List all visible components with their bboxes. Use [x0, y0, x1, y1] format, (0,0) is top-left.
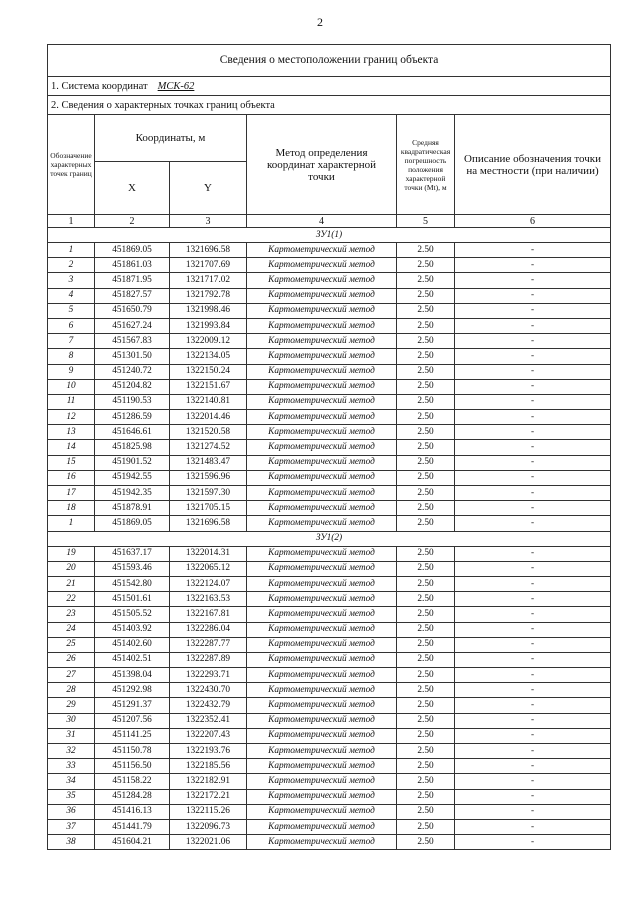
table-row [48, 819, 611, 834]
description: - [455, 713, 611, 728]
accuracy: 2.50 [397, 774, 455, 789]
header-method: Метод определения координат характерной точки [247, 115, 397, 215]
col-number: 1 [48, 215, 95, 228]
accuracy: 2.50 [397, 819, 455, 834]
method: Картометрический метод [247, 364, 397, 379]
table-row [48, 243, 611, 258]
point-number: 12 [48, 410, 95, 425]
accuracy: 2.50 [397, 303, 455, 318]
table-row [48, 759, 611, 774]
coord-y: 1322115.26 [170, 804, 247, 819]
point-number: 15 [48, 455, 95, 470]
description: - [455, 744, 611, 759]
point-number: 1 [48, 243, 95, 258]
description: - [455, 334, 611, 349]
method: Картометрический метод [247, 470, 397, 485]
method: Картометрический метод [247, 243, 397, 258]
point-number: 27 [48, 668, 95, 683]
point-number: 38 [48, 835, 95, 850]
table-row [48, 440, 611, 455]
coord-x: 451402.60 [95, 637, 170, 652]
table-row [48, 410, 611, 425]
coord-x: 451501.61 [95, 592, 170, 607]
coord-y: 1322014.46 [170, 410, 247, 425]
accuracy: 2.50 [397, 576, 455, 591]
coord-y: 1321707.69 [170, 258, 247, 273]
method: Картометрический метод [247, 835, 397, 850]
table-row [48, 334, 611, 349]
coord-y: 1321717.02 [170, 273, 247, 288]
col-number: 6 [455, 215, 611, 228]
description: - [455, 258, 611, 273]
coord-x: 451637.17 [95, 546, 170, 561]
coord-system-label: 1. Система координат [51, 80, 148, 92]
section-name: ЗУ1(2) [48, 531, 611, 546]
accuracy: 2.50 [397, 243, 455, 258]
accuracy: 2.50 [397, 546, 455, 561]
method: Картометрический метод [247, 607, 397, 622]
description: - [455, 318, 611, 333]
coord-y: 1322150.24 [170, 364, 247, 379]
page-number: 2 [317, 15, 323, 29]
point-number: 7 [48, 334, 95, 349]
accuracy: 2.50 [397, 652, 455, 667]
accuracy: 2.50 [397, 318, 455, 333]
coord-x: 451190.53 [95, 394, 170, 409]
accuracy: 2.50 [397, 561, 455, 576]
description: - [455, 652, 611, 667]
table-row [48, 546, 611, 561]
coord-x: 451878.91 [95, 501, 170, 516]
accuracy: 2.50 [397, 440, 455, 455]
point-number: 16 [48, 470, 95, 485]
method: Картометрический метод [247, 789, 397, 804]
table-row [48, 668, 611, 683]
coord-y: 1322167.81 [170, 607, 247, 622]
point-number: 6 [48, 318, 95, 333]
point-number: 29 [48, 698, 95, 713]
accuracy: 2.50 [397, 713, 455, 728]
table-row [48, 303, 611, 318]
accuracy: 2.50 [397, 334, 455, 349]
method: Картометрический метод [247, 546, 397, 561]
coord-x: 451901.52 [95, 455, 170, 470]
point-number: 21 [48, 576, 95, 591]
coord-x: 451942.35 [95, 486, 170, 501]
accuracy: 2.50 [397, 258, 455, 273]
header-y: Y [170, 162, 247, 215]
description: - [455, 592, 611, 607]
coord-x: 451158.22 [95, 774, 170, 789]
coord-x: 451240.72 [95, 364, 170, 379]
method: Картометрический метод [247, 334, 397, 349]
coord-y: 1322065.12 [170, 561, 247, 576]
method: Картометрический метод [247, 273, 397, 288]
accuracy: 2.50 [397, 455, 455, 470]
accuracy: 2.50 [397, 394, 455, 409]
coord-system-value: МСК-62 [157, 80, 195, 92]
table-row [48, 683, 611, 698]
section-name: ЗУ1(1) [48, 228, 611, 243]
description: - [455, 470, 611, 485]
coord-y: 1321792.78 [170, 288, 247, 303]
table-row [48, 486, 611, 501]
description: - [455, 759, 611, 774]
table-row [48, 516, 611, 531]
table-row [48, 394, 611, 409]
method: Картометрический метод [247, 425, 397, 440]
point-number: 9 [48, 364, 95, 379]
point-number: 36 [48, 804, 95, 819]
coord-x: 451403.92 [95, 622, 170, 637]
coord-x: 451286.59 [95, 410, 170, 425]
point-number: 30 [48, 713, 95, 728]
method: Картометрический метод [247, 759, 397, 774]
coord-x: 451505.52 [95, 607, 170, 622]
section-header-row [48, 531, 611, 546]
accuracy: 2.50 [397, 637, 455, 652]
method: Картометрический метод [247, 698, 397, 713]
coord-x: 451650.79 [95, 303, 170, 318]
coord-y: 1322140.81 [170, 394, 247, 409]
description: - [455, 576, 611, 591]
table-row [48, 288, 611, 303]
coord-x: 451942.55 [95, 470, 170, 485]
coord-y: 1321705.15 [170, 501, 247, 516]
coord-y: 1322352.41 [170, 713, 247, 728]
coord-y: 1322009.12 [170, 334, 247, 349]
table-row [48, 698, 611, 713]
coord-x: 451416.13 [95, 804, 170, 819]
accuracy: 2.50 [397, 273, 455, 288]
table-title: Сведения о местоположении границ объекта [48, 45, 611, 77]
point-number: 19 [48, 546, 95, 561]
col-number: 2 [95, 215, 170, 228]
point-number: 22 [48, 592, 95, 607]
point-number: 3 [48, 273, 95, 288]
coord-x: 451593.46 [95, 561, 170, 576]
description: - [455, 243, 611, 258]
point-number: 4 [48, 288, 95, 303]
table-row [48, 607, 611, 622]
description: - [455, 288, 611, 303]
coord-x: 451567.83 [95, 334, 170, 349]
point-number: 25 [48, 637, 95, 652]
coord-x: 451156.50 [95, 759, 170, 774]
coord-y: 1322021.06 [170, 835, 247, 850]
col-number: 3 [170, 215, 247, 228]
point-number: 10 [48, 379, 95, 394]
table-row [48, 622, 611, 637]
description: - [455, 637, 611, 652]
description: - [455, 668, 611, 683]
coord-x: 451284.28 [95, 789, 170, 804]
accuracy: 2.50 [397, 501, 455, 516]
table-row [48, 501, 611, 516]
coord-x: 451204.82 [95, 379, 170, 394]
method: Картометрический метод [247, 379, 397, 394]
point-number: 32 [48, 744, 95, 759]
header-x: X [95, 162, 170, 215]
coord-x: 451141.25 [95, 728, 170, 743]
coord-y: 1322096.73 [170, 819, 247, 834]
coord-y: 1322182.91 [170, 774, 247, 789]
accuracy: 2.50 [397, 607, 455, 622]
description: - [455, 698, 611, 713]
method: Картометрический метод [247, 652, 397, 667]
coord-x: 451207.56 [95, 713, 170, 728]
accuracy: 2.50 [397, 349, 455, 364]
method: Картометрический метод [247, 668, 397, 683]
method: Картометрический метод [247, 516, 397, 531]
description: - [455, 364, 611, 379]
point-number: 31 [48, 728, 95, 743]
description: - [455, 516, 611, 531]
description: - [455, 728, 611, 743]
accuracy: 2.50 [397, 622, 455, 637]
table-row [48, 273, 611, 288]
point-number: 2 [48, 258, 95, 273]
coord-x: 451825.98 [95, 440, 170, 455]
coord-x: 451627.24 [95, 318, 170, 333]
accuracy: 2.50 [397, 683, 455, 698]
point-number: 18 [48, 501, 95, 516]
point-number: 13 [48, 425, 95, 440]
coord-y: 1322207.43 [170, 728, 247, 743]
table-row [48, 318, 611, 333]
point-number: 24 [48, 622, 95, 637]
coord-y: 1322172.21 [170, 789, 247, 804]
point-number: 33 [48, 759, 95, 774]
description: - [455, 819, 611, 834]
coord-x: 451827.57 [95, 288, 170, 303]
coord-y: 1322287.77 [170, 637, 247, 652]
point-number: 34 [48, 774, 95, 789]
coord-x: 451402.51 [95, 652, 170, 667]
table-row [48, 789, 611, 804]
boundary-points-table [47, 44, 611, 850]
table-row [48, 364, 611, 379]
accuracy: 2.50 [397, 516, 455, 531]
coord-x: 451291.37 [95, 698, 170, 713]
description: - [455, 835, 611, 850]
coord-system-row [48, 77, 611, 96]
coord-x: 451301.50 [95, 349, 170, 364]
point-number: 35 [48, 789, 95, 804]
method: Картометрический метод [247, 819, 397, 834]
point-number: 17 [48, 486, 95, 501]
table-row [48, 728, 611, 743]
method: Картометрический метод [247, 713, 397, 728]
point-number: 37 [48, 819, 95, 834]
method: Картометрический метод [247, 410, 397, 425]
coord-y: 1322432.79 [170, 698, 247, 713]
table-row [48, 835, 611, 850]
coord-y: 1321696.58 [170, 243, 247, 258]
accuracy: 2.50 [397, 470, 455, 485]
point-number: 23 [48, 607, 95, 622]
accuracy: 2.50 [397, 744, 455, 759]
coord-y: 1321597.30 [170, 486, 247, 501]
method: Картометрический метод [247, 576, 397, 591]
description: - [455, 303, 611, 318]
description: - [455, 804, 611, 819]
method: Картометрический метод [247, 258, 397, 273]
accuracy: 2.50 [397, 698, 455, 713]
method: Картометрический метод [247, 318, 397, 333]
accuracy: 2.50 [397, 486, 455, 501]
point-number: 5 [48, 303, 95, 318]
accuracy: 2.50 [397, 425, 455, 440]
method: Картометрический метод [247, 561, 397, 576]
description: - [455, 607, 611, 622]
description: - [455, 546, 611, 561]
method: Картометрический метод [247, 637, 397, 652]
table-row [48, 379, 611, 394]
accuracy: 2.50 [397, 288, 455, 303]
coord-x: 451869.05 [95, 243, 170, 258]
accuracy: 2.50 [397, 804, 455, 819]
description: - [455, 774, 611, 789]
point-number: 28 [48, 683, 95, 698]
table-row [48, 652, 611, 667]
coord-y: 1321998.46 [170, 303, 247, 318]
description: - [455, 273, 611, 288]
coord-y: 1322151.67 [170, 379, 247, 394]
coord-y: 1322286.04 [170, 622, 247, 637]
accuracy: 2.50 [397, 759, 455, 774]
description: - [455, 501, 611, 516]
description: - [455, 410, 611, 425]
accuracy: 2.50 [397, 592, 455, 607]
method: Картометрический метод [247, 774, 397, 789]
coord-y: 1322430.70 [170, 683, 247, 698]
method: Картометрический метод [247, 683, 397, 698]
accuracy: 2.50 [397, 789, 455, 804]
coord-y: 1321274.52 [170, 440, 247, 455]
coord-x: 451871.95 [95, 273, 170, 288]
description: - [455, 349, 611, 364]
description: - [455, 486, 611, 501]
table-row [48, 592, 611, 607]
method: Картометрический метод [247, 288, 397, 303]
coord-y: 1322293.71 [170, 668, 247, 683]
accuracy: 2.50 [397, 379, 455, 394]
method: Картометрический метод [247, 440, 397, 455]
method: Картометрический метод [247, 592, 397, 607]
point-number: 8 [48, 349, 95, 364]
method: Картометрический метод [247, 622, 397, 637]
table-row [48, 425, 611, 440]
coord-y: 1321596.96 [170, 470, 247, 485]
method: Картометрический метод [247, 455, 397, 470]
coord-y: 1322124.07 [170, 576, 247, 591]
coord-y: 1322185.56 [170, 759, 247, 774]
coord-y: 1322134.05 [170, 349, 247, 364]
coord-x: 451398.04 [95, 668, 170, 683]
method: Картометрический метод [247, 501, 397, 516]
description: - [455, 425, 611, 440]
coord-x: 451861.03 [95, 258, 170, 273]
table-row [48, 561, 611, 576]
coord-x: 451292.98 [95, 683, 170, 698]
coord-y: 1321520.58 [170, 425, 247, 440]
section2-label: 2. Сведения о характерных точках границ объекта [48, 96, 611, 115]
coord-x: 451542.80 [95, 576, 170, 591]
table-row [48, 713, 611, 728]
header-coordinates: Координаты, м [95, 115, 247, 162]
section-header-row [48, 228, 611, 243]
method: Картометрический метод [247, 349, 397, 364]
point-number: 11 [48, 394, 95, 409]
method: Картометрический метод [247, 394, 397, 409]
table-row [48, 774, 611, 789]
accuracy: 2.50 [397, 835, 455, 850]
table-row [48, 455, 611, 470]
header-accuracy: Средняя квадратическая погрешность положения характерной точки (Mt), м [397, 115, 455, 215]
table-row [48, 349, 611, 364]
point-number: 26 [48, 652, 95, 667]
description: - [455, 622, 611, 637]
point-number: 20 [48, 561, 95, 576]
description: - [455, 455, 611, 470]
header-description: Описание обозначения точки на местности (при наличии) [455, 115, 611, 215]
coord-x: 451441.79 [95, 819, 170, 834]
coord-y: 1321696.58 [170, 516, 247, 531]
coord-y: 1322287.89 [170, 652, 247, 667]
accuracy: 2.50 [397, 410, 455, 425]
coord-y: 1321993.84 [170, 318, 247, 333]
method: Картометрический метод [247, 728, 397, 743]
method: Картометрический метод [247, 744, 397, 759]
method: Картометрический метод [247, 303, 397, 318]
table-row [48, 804, 611, 819]
col-number: 4 [247, 215, 397, 228]
accuracy: 2.50 [397, 668, 455, 683]
accuracy: 2.50 [397, 364, 455, 379]
coord-x: 451604.21 [95, 835, 170, 850]
coord-y: 1322193.76 [170, 744, 247, 759]
coord-x: 451646.61 [95, 425, 170, 440]
method: Картометрический метод [247, 804, 397, 819]
table-body [48, 228, 611, 850]
description: - [455, 394, 611, 409]
description: - [455, 561, 611, 576]
coord-x: 451869.05 [95, 516, 170, 531]
table-row [48, 744, 611, 759]
point-number: 14 [48, 440, 95, 455]
table-row [48, 576, 611, 591]
method: Картометрический метод [247, 486, 397, 501]
coord-y: 1322163.53 [170, 592, 247, 607]
description: - [455, 683, 611, 698]
table-row [48, 637, 611, 652]
description: - [455, 379, 611, 394]
point-number: 1 [48, 516, 95, 531]
table-row [48, 470, 611, 485]
coord-y: 1322014.31 [170, 546, 247, 561]
description: - [455, 440, 611, 455]
col-number: 5 [397, 215, 455, 228]
accuracy: 2.50 [397, 728, 455, 743]
description: - [455, 789, 611, 804]
header-designation: Обозначение характерных точек границ [48, 115, 95, 215]
coord-x: 451150.78 [95, 744, 170, 759]
table-row [48, 258, 611, 273]
coord-y: 1321483.47 [170, 455, 247, 470]
